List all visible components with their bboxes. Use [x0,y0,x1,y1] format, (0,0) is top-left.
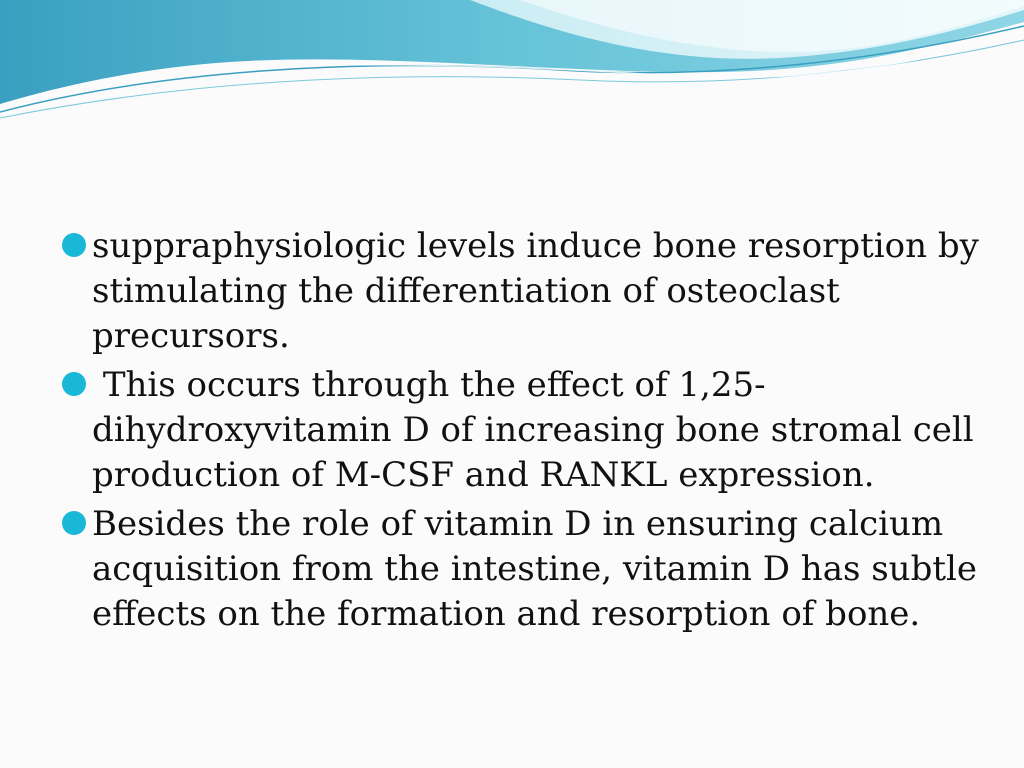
header-wave-decoration [0,0,1024,130]
bullet-dot-icon [62,233,86,257]
bullet-text: Besides the role of vitamin D in ensuring calcium acquisition from the intestine, vitamin D has subtle effects on the formation and resorption of bone. [92,504,977,634]
bullet-item [62,224,982,359]
bullet-item [62,363,985,498]
bullet-list [62,224,985,637]
bullet-dot-icon [62,372,86,396]
bullet-item [62,502,982,637]
slide-content [62,224,985,641]
bullet-text: suppraphysiologic levels induce bone resorption by stimulating the differentiation of osteoclast precursors. [92,226,979,356]
bullet-text: This occurs through the effect of 1,25-dihydroxyvitamin D of increasing bone stromal cell production of M-CSF and RANKL expression. [92,365,985,495]
bullet-dot-icon [62,511,86,535]
